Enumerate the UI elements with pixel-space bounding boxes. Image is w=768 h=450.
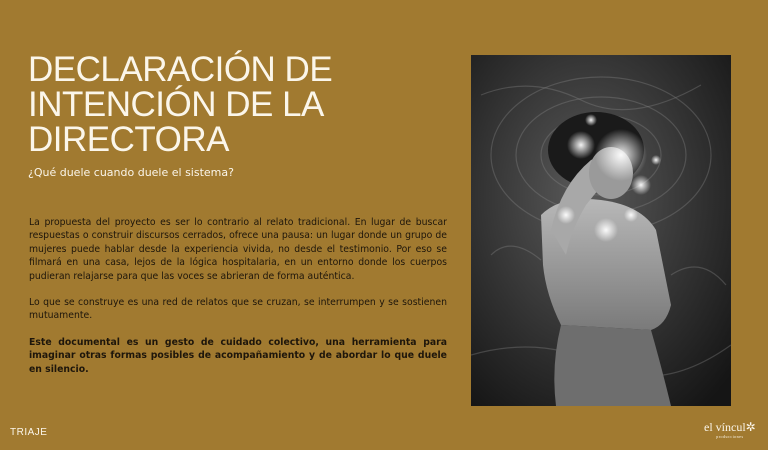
page-title <box>28 52 448 157</box>
el-vinculo-logo <box>704 421 756 439</box>
subtitle: ¿Qué duele cuando duele el sistema? <box>28 166 234 179</box>
el-vinculo-logo-sub: producciones <box>716 434 744 439</box>
title-line-2: INTENCIÓN DE LA <box>28 85 324 124</box>
sparkle-icon: ✲ <box>745 420 756 434</box>
paragraph-network: Lo que se construye es una red de relatos que se cruzan, se interrumpen y se sostienen mutuamente. <box>29 297 447 322</box>
statement-body <box>29 216 447 389</box>
triaje-logo: TRIAJE <box>10 427 48 438</box>
title-line-3: DIRECTORA <box>28 120 229 159</box>
el-vinculo-logo-text: el víncul <box>704 420 746 434</box>
title-line-1: DECLARACIÓN DE <box>28 50 333 89</box>
closing-statement: Este documental es un gesto de cuidado colectivo, una herramienta para imaginar otras formas posibles de acompañamiento y de abordar lo que duele en silencio. <box>29 336 447 375</box>
paragraph-proposal: La propuesta del proyecto es ser lo contrario al relato tradicional. En lugar de buscar respuestas o construir discursos cerrados, ofrece una pausa: un lugar donde un grupo de mujeres puede hablar desde la experiencia vivida, no desde el testimonio. Por eso se filmará en una casa, lejos de la lógica hospitalaria, en un entorno donde los cuerpos pudieran relajarse para que las voces se abrieran de forma auténtica. <box>29 217 447 282</box>
floating-woman-photo <box>471 55 731 406</box>
